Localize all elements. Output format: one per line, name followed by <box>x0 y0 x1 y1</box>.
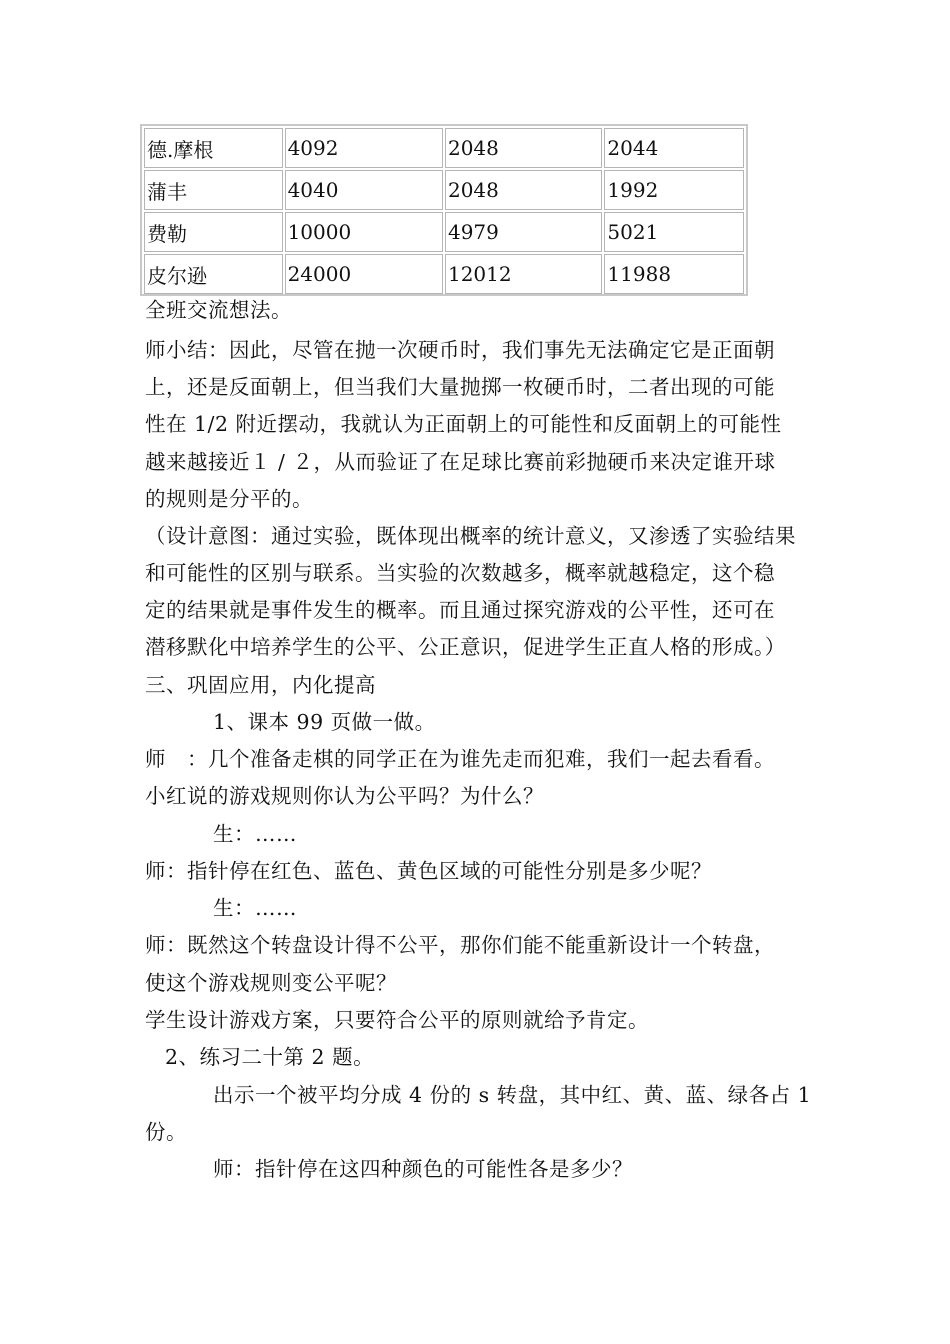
data-table <box>142 126 746 296</box>
table-row <box>144 170 744 210</box>
section-heading: 三、巩固应用，内化提高 <box>145 673 376 697</box>
paragraph-line: 上，还是反面朝上，但当我们大量抛掷一枚硬币时，二者出现的可能 <box>145 375 775 399</box>
paragraph-line: 2、练习二十第 2 题。 <box>165 1045 375 1069</box>
paragraph-line: 师：指针停在这四种颜色的可能性各是多少？ <box>213 1157 633 1181</box>
paragraph-line: 1、课本 99 页做一做。 <box>213 710 436 734</box>
table-cell: 蒲丰 <box>144 170 283 210</box>
table-cell: 1992 <box>604 170 744 210</box>
paragraph-line: 性在 1/2 附近摆动，我就认为正面朝上的可能性和反面朝上的可能性 <box>145 412 782 436</box>
paragraph-line: 生：…… <box>213 896 297 920</box>
paragraph-line: 使这个游戏规则变公平呢？ <box>145 971 397 995</box>
table-cell: 5021 <box>604 212 744 252</box>
table-cell: 10000 <box>285 212 443 252</box>
paragraph-line: 份。 <box>145 1120 187 1144</box>
table-cell: 2048 <box>445 170 602 210</box>
table-cell: 4040 <box>285 170 443 210</box>
table-row <box>144 254 744 294</box>
paragraph-line: 师 ：几个准备走棋的同学正在为谁先走而犯难，我们一起去看看。 <box>145 747 775 771</box>
paragraph-line: 和可能性的区别与联系。当实验的次数越多，概率就越稳定，这个稳 <box>145 561 775 585</box>
table-cell: 4092 <box>285 128 443 168</box>
table-cell: 德.摩根 <box>144 128 283 168</box>
paragraph-line: 出示一个被平均分成 4 份的 s 转盘，其中红、黄、蓝、绿各占 1 <box>213 1083 812 1107</box>
table-cell: 24000 <box>285 254 443 294</box>
paragraph-line: 师小结：因此，尽管在抛一次硬币时，我们事先无法确定它是正面朝 <box>145 338 775 362</box>
paragraph-line: （设计意图：通过实验，既体现出概率的统计意义，又渗透了实验结果 <box>145 524 796 548</box>
paragraph-line: 全班交流想法。 <box>145 298 292 322</box>
table-cell: 费勒 <box>144 212 283 252</box>
paragraph-line: 的规则是分平的。 <box>145 487 313 511</box>
table-cell: 11988 <box>604 254 744 294</box>
paragraph-line: 小红说的游戏规则你认为公平吗？为什么？ <box>145 784 544 808</box>
paragraph-line: 学生设计游戏方案，只要符合公平的原则就给予肯定。 <box>145 1008 649 1032</box>
table-cell: 2044 <box>604 128 744 168</box>
table-cell: 12012 <box>445 254 602 294</box>
paragraph-line: 定的结果就是事件发生的概率。而且通过探究游戏的公平性，还可在 <box>145 598 775 622</box>
paragraph-line: 潜移默化中培养学生的公平、公正意识，促进学生正直人格的形成。） <box>145 635 786 659</box>
table-row <box>144 128 744 168</box>
table-row <box>144 212 744 252</box>
table-cell: 4979 <box>445 212 602 252</box>
paragraph-line: 师：既然这个转盘设计得不公平，那你们能不能重新设计一个转盘， <box>145 933 775 957</box>
table-cell: 皮尔逊 <box>144 254 283 294</box>
paragraph-line: 生：…… <box>213 822 297 846</box>
paragraph-line: 师：指针停在红色、蓝色、黄色区域的可能性分别是多少呢？ <box>145 859 712 883</box>
coin-toss-table <box>140 124 748 296</box>
table-cell: 2048 <box>445 128 602 168</box>
paragraph-line: 越来越接近１ / ２，从而验证了在足球比赛前彩抛硬币来决定谁开球 <box>145 450 776 474</box>
